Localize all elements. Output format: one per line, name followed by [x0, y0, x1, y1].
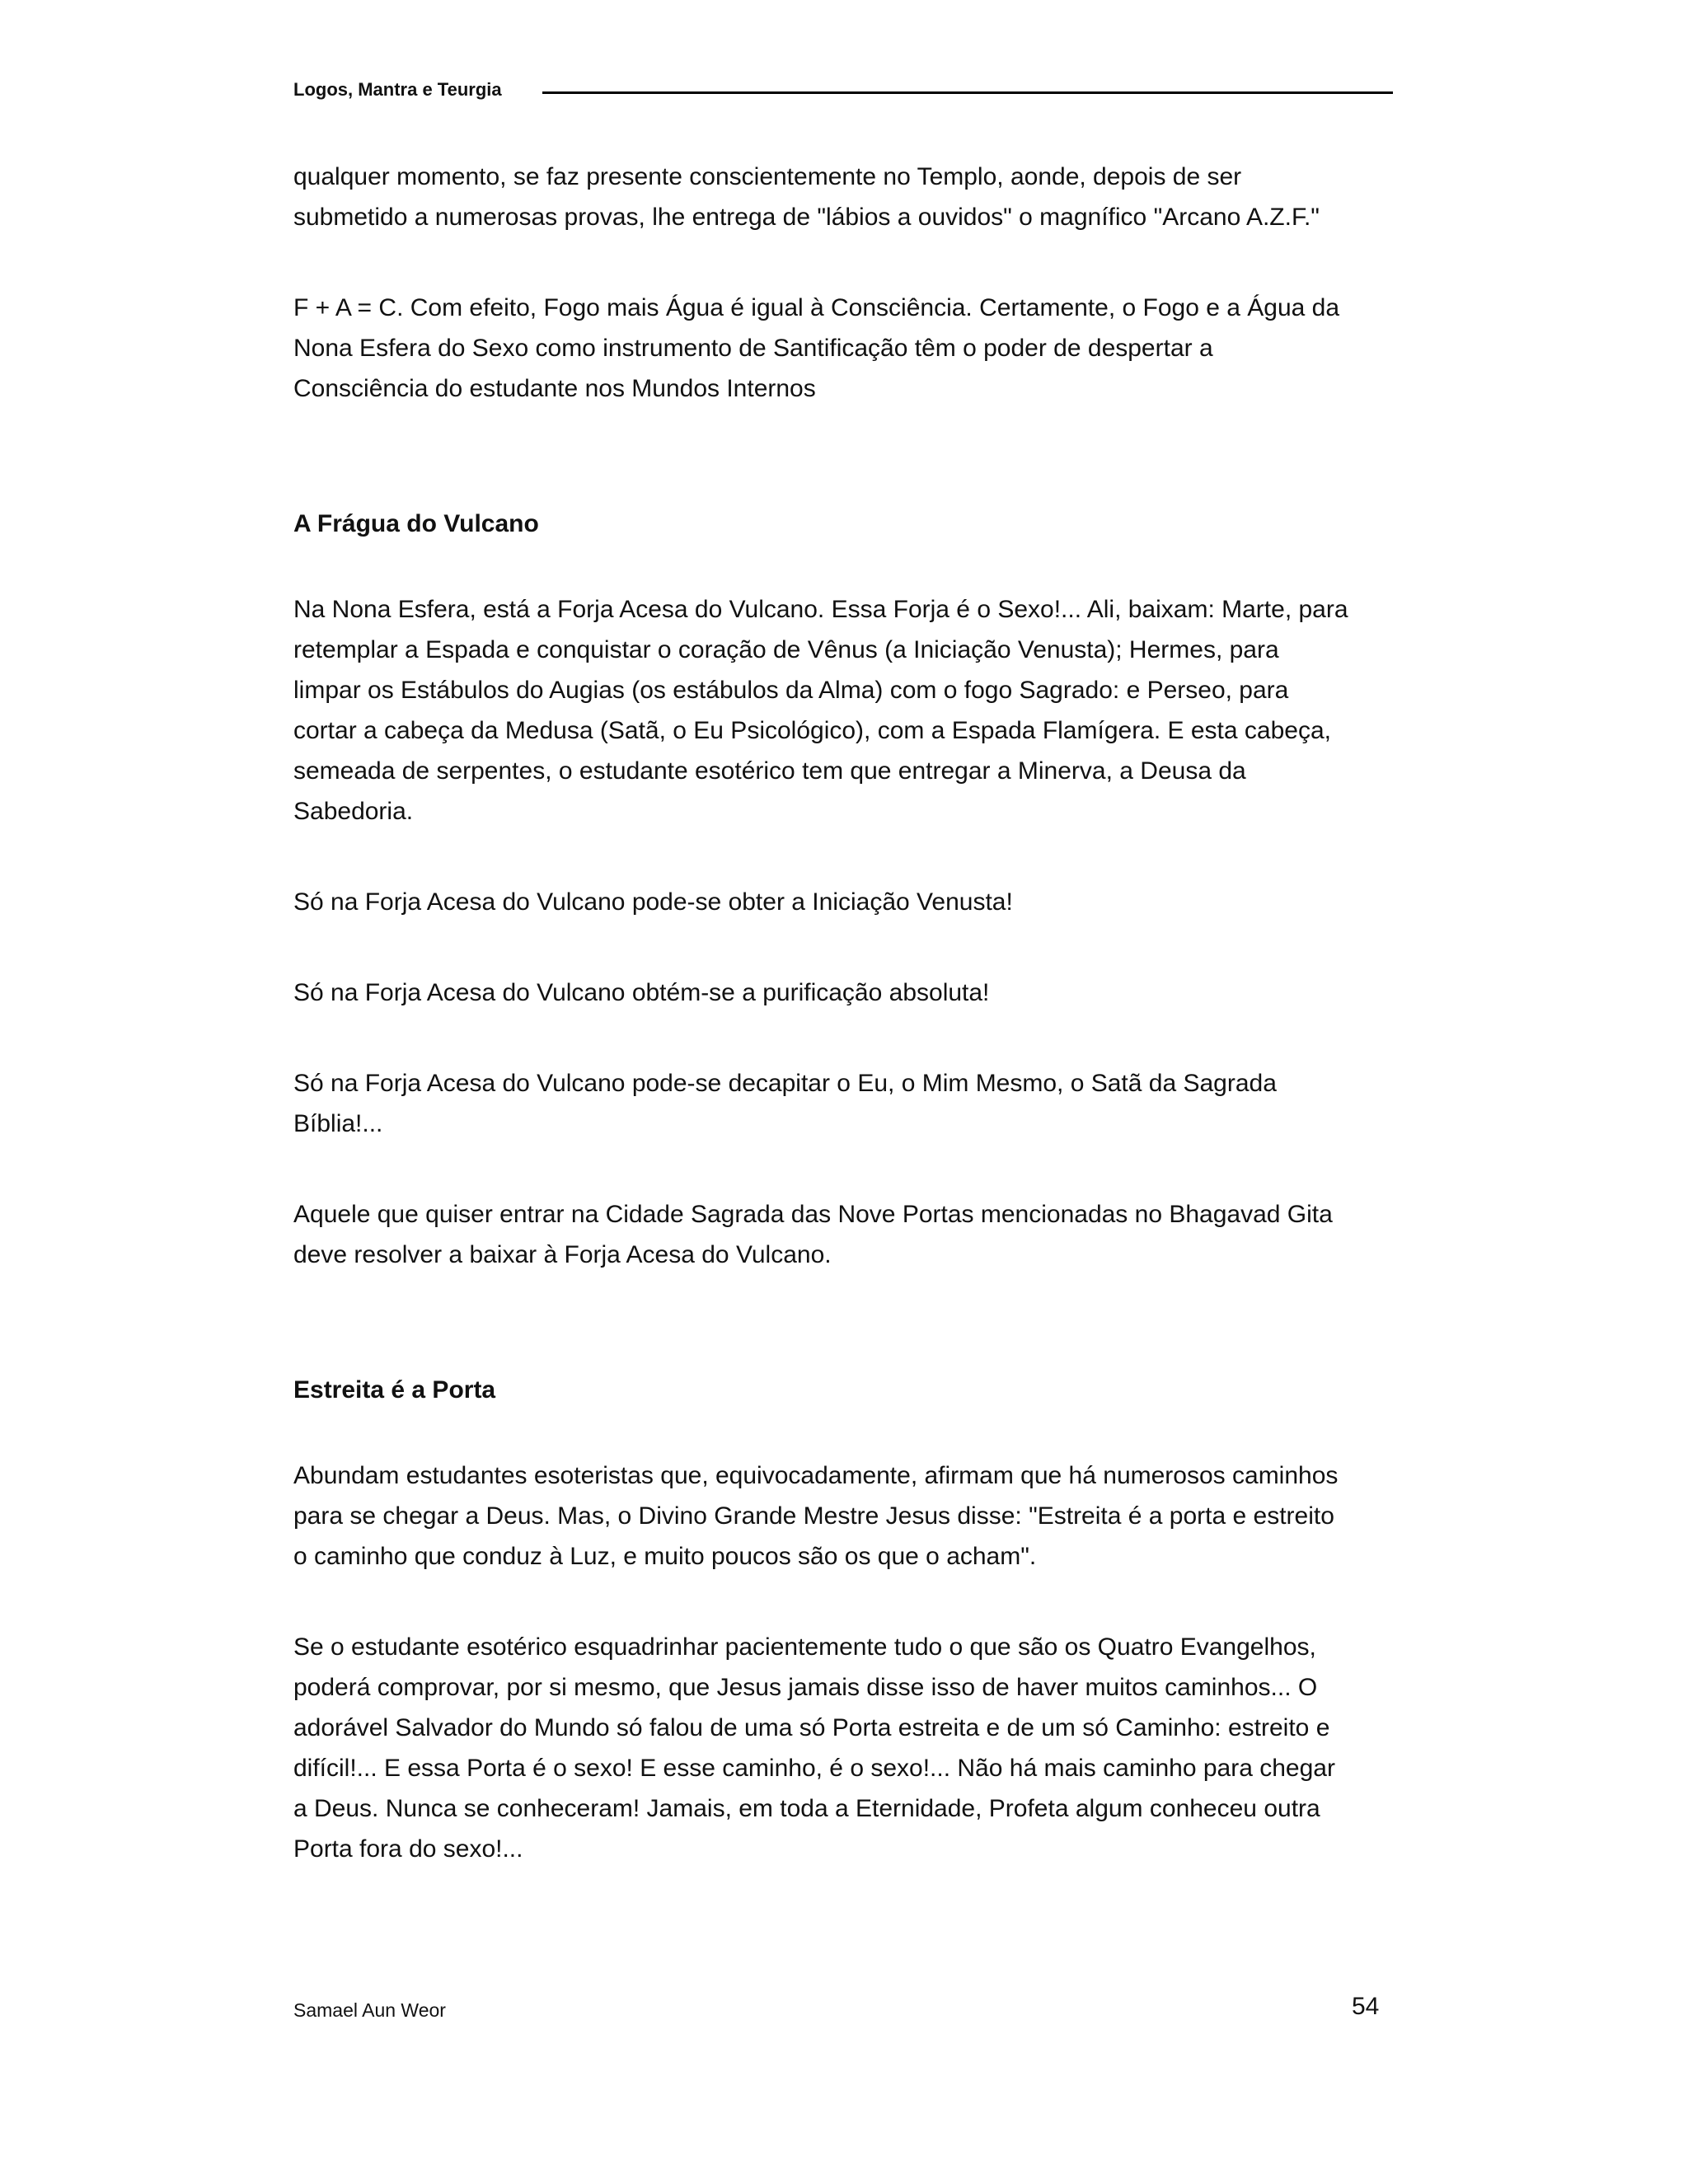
paragraph: Na Nona Esfera, está a Forja Acesa do Vulcano. Essa Forja é o Sexo!... Ali, baixam: Marte, para retemplar a Espada e conquistar o coração de Vênus (a Iniciação Venusta); Hermes, para limpar os Estábulos do Augias (os estábulos da Alma) com o fogo Sagrado: e Perseo, para cortar a cabeça da Medusa (Satã, o Eu Psicológico), com a Espada Flamígera. E esta cabeça, semeada de serpentes, o estudante esotérico tem que entregar a Minerva, a Deusa da Sabedoria.: [293, 596, 1348, 825]
paragraph: Só na Forja Acesa do Vulcano pode-se obter a Iniciação Venusta!: [293, 888, 1013, 916]
running-header-title: Logos, Mantra e Teurgia: [293, 79, 502, 100]
header-rule: [542, 91, 1393, 94]
paragraph: Se o estudante esotérico esquadrinhar pacientemente tudo o que são os Quatro Evangelhos, poderá comprovar, por si mesmo, que Jesus jamais disse isso de haver muitos caminhos... O adorável Salvador do Mundo só falou de uma só Porta estreita e de um só Caminho: estreito e difícil!... E essa Porta é o sexo! E esse caminho, é o sexo!... Não há mais caminho para chegar a Deus. Nunca se conheceram! Jamais, em toda a Eternidade, Profeta algum conheceu outra Porta fora do sexo!...: [293, 1633, 1335, 1863]
paragraph: F + A = C. Com efeito, Fogo mais Água é igual à Consciência. Certamente, o Fogo e a Água da Nona Esfera do Sexo como instrumento de Santificação têm o poder de despertar a Consciência do estudante nos Mundos Internos: [293, 294, 1340, 402]
paragraph: Abundam estudantes esoteristas que, equivocadamente, afirmam que há numerosos caminhos para se chegar a Deus. Mas, o Divino Grande Mestre Jesus disse: "Estreita é a porta e estreito o caminho que conduz à Luz, e muito poucos são os que o acham".: [293, 1462, 1339, 1570]
paragraph: Só na Forja Acesa do Vulcano pode-se decapitar o Eu, o Mim Mesmo, o Satã da Sagrada Bíblia!...: [293, 1070, 1277, 1137]
paragraph: qualquer momento, se faz presente conscientemente no Templo, aonde, depois de ser submetido a numerosas provas, lhe entrega de "lábios a ouvidos" o magnífico "Arcano A.Z.F.": [293, 163, 1320, 231]
paragraph: Só na Forja Acesa do Vulcano obtém-se a purificação absoluta!: [293, 979, 990, 1006]
paragraph: Aquele que quiser entrar na Cidade Sagrada das Nove Portas mencionadas no Bhagavad Gita deve resolver a baixar à Forja Acesa do Vulcano.: [293, 1201, 1333, 1268]
page-number: 54: [1352, 1993, 1380, 2020]
section-heading: A Frágua do Vulcano: [293, 510, 539, 537]
section-heading: Estreita é a Porta: [293, 1376, 496, 1404]
page-body: [293, 157, 1348, 1869]
footer-author: Samael Aun Weor: [293, 1999, 446, 2021]
page-header: [293, 79, 1393, 104]
